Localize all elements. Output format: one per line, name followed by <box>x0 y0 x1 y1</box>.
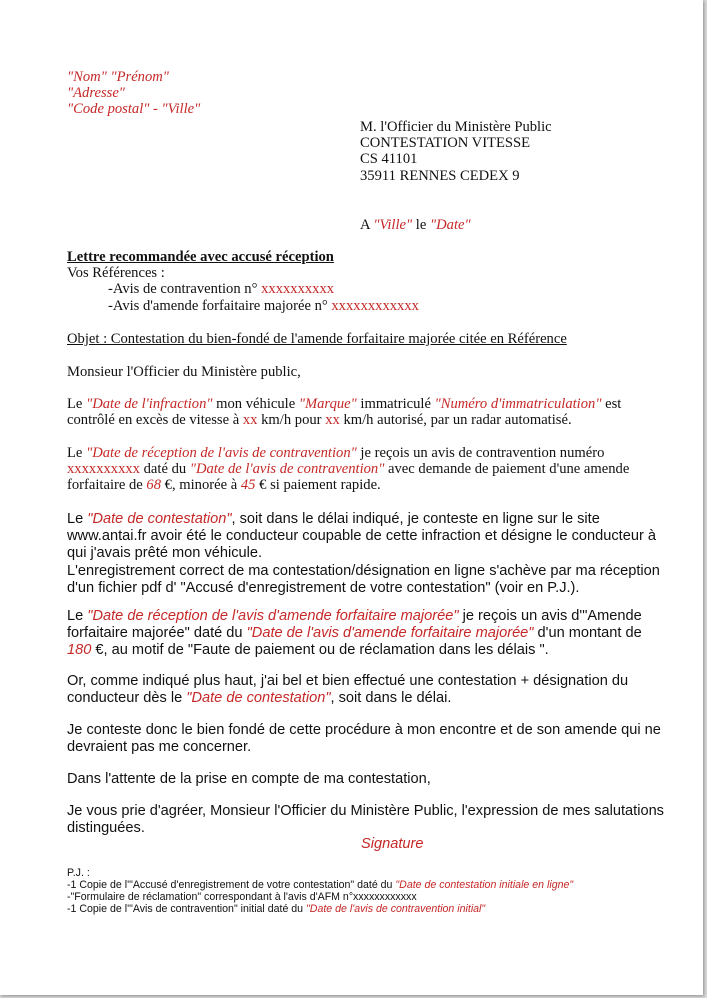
p2-text-h: forfaitaire de <box>67 477 143 494</box>
paragraph-rappel <box>67 673 647 707</box>
reference-item-2-prefix: -Avis d'amende forfaitaire majorée n° <box>108 297 328 314</box>
p6-line-2: devraient pas me concerner. <box>67 739 252 756</box>
reference-item-1-number: xxxxxxxxxx <box>261 281 335 298</box>
salutation: Monsieur l'Officier du Ministère public, <box>67 364 301 380</box>
sender-address: "Adresse" <box>67 85 125 102</box>
p4-text-d: forfaitaire majorée" daté du <box>67 625 243 642</box>
pj-line-1-date: "Date de contestation initiale en ligne" <box>395 879 574 891</box>
p3-line-3: qui j'avais prêté mon véhicule. <box>67 545 263 562</box>
place-date-ville: "Ville" <box>373 217 413 233</box>
p5-line-1: Or, comme indiqué plus haut, j'ai bel et bien effectué une contestation + désignation du <box>67 673 629 689</box>
p2-date-reception: "Date de réception de l'avis de contravention" <box>86 445 357 461</box>
p1-text-h: contrôlé en excès de vitesse à <box>67 412 240 429</box>
sender-name: "Nom" "Prénom" <box>67 69 169 85</box>
p2-date-avis: "Date de l'avis de contravention" <box>189 461 385 478</box>
p2-text-l: € si paiement rapide. <box>259 477 381 494</box>
pj-line-3-text: -1 Copie de l'"Avis de contravention" initial daté du <box>67 903 304 915</box>
p2-numero: xxxxxxxxxx <box>67 461 140 478</box>
sender-city: "Code postal" - "Ville" <box>67 101 201 118</box>
place-date <box>360 217 680 233</box>
paragraph-conteste <box>67 722 661 756</box>
place-date-prefix: A <box>360 217 370 233</box>
reference-item-2 <box>67 298 627 314</box>
p1-immatriculation: "Numéro d'immatriculation" <box>434 396 602 412</box>
p3-line-2: www.antai.fr avoir été le conducteur coupable de cette infraction et désigne le conducteur à <box>67 528 656 545</box>
paragraph-avis-contravention <box>67 445 642 494</box>
signature: Signature <box>361 836 424 852</box>
p8-line-1: Je vous prie d'agréer, Monsieur l'Officier du Ministère Public, l'expression de mes salutations <box>67 803 664 819</box>
recipient-line-2: CONTESTATION VITESSE <box>360 135 531 152</box>
p4-montant-afm: 180 <box>67 642 92 659</box>
p4-date-reception-afm: "Date de réception de l'avis d'amende forfaitaire majorée" <box>87 608 459 624</box>
pj-line-1-text: -1 Copie de l'"Accusé d'enregistrement de votre contestation" daté du <box>67 879 393 891</box>
p1-text-a: Le <box>67 396 83 412</box>
p1-text-c: mon véhicule <box>216 396 296 412</box>
place-date-date: "Date" <box>429 217 471 233</box>
p5-text-a: conducteur dès le <box>67 690 183 707</box>
p5-date-contestation: "Date de contestation" <box>186 690 331 707</box>
paragraph-formule-politesse <box>67 803 664 837</box>
objet-line: Objet : Contestation du bien-fondé de l'amende forfaitaire majorée citée en Référence <box>67 331 567 347</box>
place-date-le: le <box>415 217 427 233</box>
p3-line-5: d'un fichier pdf d' "Accusé d'enregistrement de votre contestation" (voir en P.J.). <box>67 579 580 596</box>
reference-item-1-prefix: -Avis de contravention n° <box>108 281 258 298</box>
pj-line-2: -"Formulaire de réclamation" correspondant à l'avis d'AFM n°xxxxxxxxxxxx <box>67 891 417 903</box>
p1-text-j: km/h pour <box>261 412 322 429</box>
p1-marque: "Marque" <box>298 396 357 412</box>
p3-date-contestation: "Date de contestation" <box>87 511 232 527</box>
p4-text-f: d'un montant de <box>537 625 642 642</box>
p6-line-1: Je conteste donc le bien fondé de cette procédure à mon encontre et de son amende qui ne <box>67 722 661 738</box>
p8-line-2: distinguées. <box>67 820 145 837</box>
p2-text-j: €, minorée à <box>164 477 238 494</box>
p2-text-a: Le <box>67 445 83 461</box>
references-block <box>67 249 627 314</box>
p1-date-infraction: "Date de l'infraction" <box>86 396 213 412</box>
sender-block <box>67 69 627 118</box>
p4-text-a: Le <box>67 608 84 624</box>
p2-text-c: je reçois un avis de contravention numéro <box>360 445 605 461</box>
p3-line-4: L'enregistrement correct de ma contestation/désignation en ligne s'achève par ma réception <box>67 562 660 579</box>
recipient-block <box>360 119 680 184</box>
p4-text-h: €, au motif de "Faute de paiement ou de réclamation dans les délais ". <box>95 642 549 659</box>
paragraph-attente: Dans l'attente de la prise en compte de ma contestation, <box>67 771 431 787</box>
p1-speed-limit: xx <box>325 412 340 429</box>
p3-text-c: , soit dans le délai indiqué, je conteste en ligne sur le site <box>231 511 600 527</box>
paragraph-contestation <box>67 511 660 597</box>
paragraph-afm <box>67 608 647 660</box>
p1-text-g: est <box>605 396 622 412</box>
recipient-line-1: M. l'Officier du Ministère Public <box>360 119 552 135</box>
p2-text-e: daté du <box>143 461 187 478</box>
p3-text-a: Le <box>67 511 84 527</box>
p4-text-c: je reçois un avis d'"Amende <box>462 608 642 624</box>
p1-text-e: immatriculé <box>360 396 431 412</box>
p2-text-g: avec demande de paiement d'une amende <box>388 461 630 478</box>
p4-date-avis-afm: "Date de l'avis d'amende forfaitaire majorée" <box>246 625 534 642</box>
references-title: Lettre recommandée avec accusé réception <box>67 249 334 265</box>
p1-speed-measured: xx <box>242 412 258 429</box>
pj-label: P.J. : <box>67 867 90 879</box>
recipient-line-4: 35911 RENNES CEDEX 9 <box>360 167 520 184</box>
paragraph-infraction <box>67 396 642 428</box>
p2-montant: 68 <box>146 477 162 494</box>
p5-text-c: , soit dans le délai. <box>330 690 452 707</box>
pieces-jointes <box>67 867 667 915</box>
references-label: Vos Références : <box>67 265 165 282</box>
pj-line-3-date: "Date de l'avis de contravention initial" <box>306 903 486 915</box>
p2-montant-minore: 45 <box>240 477 256 494</box>
reference-item-1 <box>67 281 627 297</box>
p1-text-l: km/h autorisé, par un radar automatisé. <box>343 412 572 429</box>
reference-item-2-number: xxxxxxxxxxxx <box>331 297 419 314</box>
recipient-line-3: CS 41101 <box>360 151 418 168</box>
